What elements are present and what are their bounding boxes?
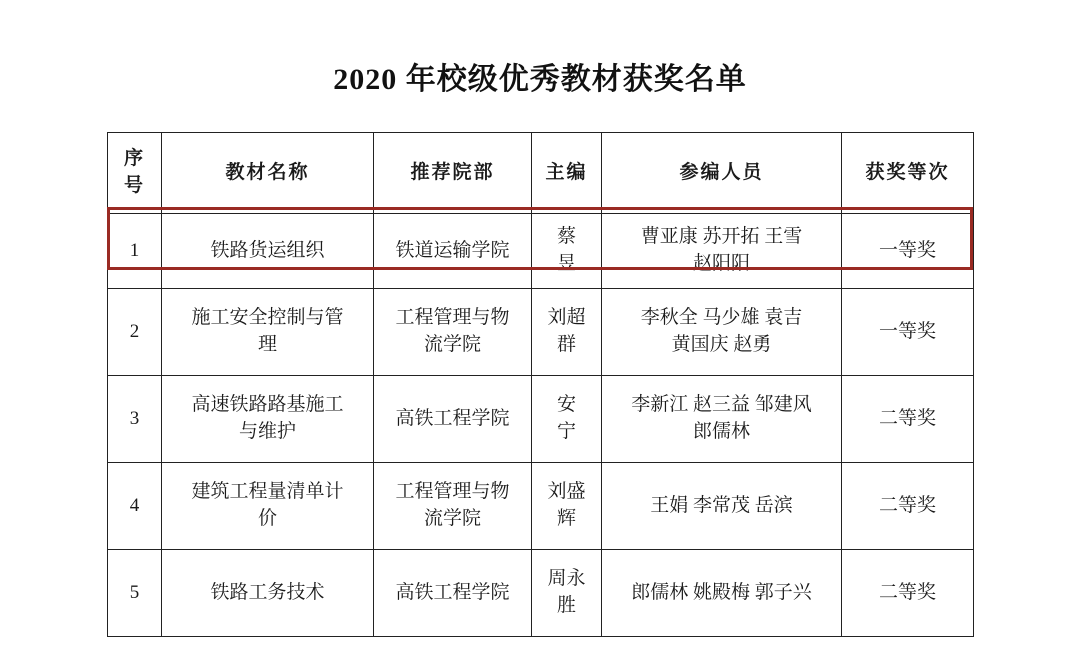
cell-dept-line2: 流学院	[423, 508, 481, 529]
award-table-container	[107, 132, 973, 637]
cell-no: 4	[108, 463, 162, 550]
column-header-no	[108, 133, 162, 214]
cell-chief-line2: 胜	[556, 595, 576, 616]
cell-members: 郎儒林 姚殿梅 郭子兴	[602, 550, 842, 637]
cell-chief	[532, 550, 602, 637]
cell-name: 铁路工务技术	[162, 550, 374, 637]
award-table	[107, 132, 974, 637]
column-header-chief: 主编	[532, 133, 602, 214]
table-row	[108, 550, 974, 637]
cell-chief	[532, 214, 602, 289]
cell-name-line1: 施工安全控制与管	[191, 307, 344, 329]
cell-chief	[532, 289, 602, 376]
cell-dept: 高铁工程学院	[374, 376, 532, 463]
cell-dept	[374, 463, 532, 550]
cell-members-line2: 赵阳阳	[692, 253, 750, 274]
cell-dept	[374, 289, 532, 376]
cell-members-line1: 李新江 赵三益 邹建风	[631, 394, 812, 416]
cell-dept: 铁道运输学院	[374, 214, 532, 289]
table-row	[108, 214, 974, 289]
column-header-no-line2: 号	[123, 175, 145, 196]
cell-members: 王娟 李常茂 岳滨	[602, 463, 842, 550]
cell-dept: 高铁工程学院	[374, 550, 532, 637]
column-header-no-line1: 序	[123, 148, 145, 170]
column-header-name: 教材名称	[162, 133, 374, 214]
cell-level: 一等奖	[842, 289, 974, 376]
column-header-dept: 推荐院部	[374, 133, 532, 214]
cell-name-line2: 理	[257, 334, 277, 355]
cell-members-line2: 黄国庆 赵勇	[671, 334, 772, 355]
cell-dept-line1: 工程管理与物	[395, 481, 510, 503]
table-header	[108, 133, 974, 214]
cell-chief	[532, 376, 602, 463]
cell-no: 5	[108, 550, 162, 637]
cell-chief-line1: 蔡	[556, 226, 576, 248]
table-row	[108, 463, 974, 550]
cell-dept-line1: 工程管理与物	[395, 307, 510, 329]
cell-members	[602, 289, 842, 376]
cell-chief	[532, 463, 602, 550]
cell-chief-line2: 昱	[556, 253, 576, 274]
cell-members-line1: 李秋全 马少雄 袁吉	[640, 307, 803, 329]
cell-chief-line2: 宁	[556, 421, 576, 442]
cell-name-line2: 价	[257, 508, 277, 529]
cell-no: 1	[108, 214, 162, 289]
table-header-row	[108, 133, 974, 214]
cell-chief-line1: 刘超	[547, 307, 586, 329]
cell-level: 二等奖	[842, 550, 974, 637]
cell-name-line2: 与维护	[238, 421, 296, 442]
table-body	[108, 214, 974, 637]
cell-chief-line1: 周永	[547, 568, 586, 590]
cell-no: 3	[108, 376, 162, 463]
cell-members	[602, 214, 842, 289]
cell-name	[162, 289, 374, 376]
table-row	[108, 289, 974, 376]
cell-chief-line2: 辉	[556, 508, 576, 529]
table-row	[108, 376, 974, 463]
cell-chief-line1: 安	[556, 394, 576, 416]
cell-name-line1: 建筑工程量清单计	[191, 481, 344, 503]
cell-members	[602, 376, 842, 463]
cell-level: 二等奖	[842, 463, 974, 550]
cell-level: 二等奖	[842, 376, 974, 463]
cell-name: 铁路货运组织	[162, 214, 374, 289]
cell-name	[162, 463, 374, 550]
cell-members-line1: 曹亚康 苏开拓 王雪	[640, 226, 803, 248]
cell-dept-line2: 流学院	[423, 334, 481, 355]
cell-chief-line1: 刘盛	[547, 481, 586, 503]
cell-chief-line2: 群	[556, 334, 576, 355]
cell-members-line2: 郎儒林	[692, 421, 750, 442]
cell-name	[162, 376, 374, 463]
column-header-level: 获奖等次	[842, 133, 974, 214]
cell-name-line1: 高速铁路路基施工	[191, 394, 344, 416]
page-title: 2020 年校级优秀教材获奖名单	[333, 63, 747, 96]
cell-level: 一等奖	[842, 214, 974, 289]
column-header-members: 参编人员	[602, 133, 842, 214]
cell-no: 2	[108, 289, 162, 376]
